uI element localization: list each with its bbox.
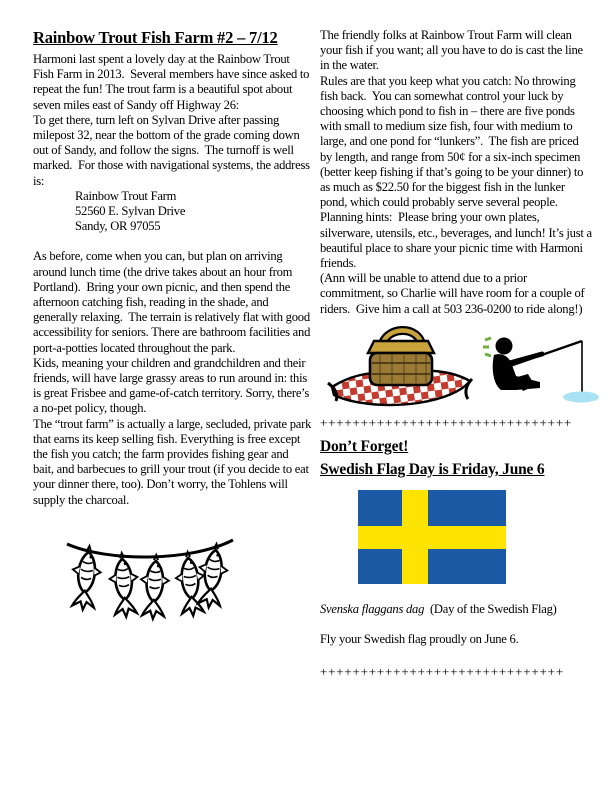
flag-day-heading: Swedish Flag Day is Friday, June 6 <box>320 460 545 478</box>
picnic-basket-clipart <box>326 321 476 413</box>
paragraph-directions: To get there, turn left on Sylvan Drive after passing milepost 32, near the bottom of the grade coming down out of Sandy, and follow the signs. The turnoff is well marked. For those with navigational systems, the address is: <box>33 112 313 188</box>
clipart-row <box>326 321 593 413</box>
address-block <box>33 189 312 235</box>
swedish-flag <box>358 490 506 584</box>
paragraph-ride-info: (Ann will be unable to attend due to a prior commitment, so Charlie will have room for a couple of riders. Give him a call at 503 236-0200 to ride along!) <box>320 271 588 316</box>
fisherman-icon <box>478 331 608 413</box>
plus-divider-top: +++++++++++++++++++++++++++++++ <box>320 414 573 430</box>
address-line-street: 52560 E. Sylvan Drive <box>75 204 186 219</box>
flag-caption <box>320 602 593 617</box>
address-line-name: Rainbow Trout Farm <box>75 188 177 203</box>
flag-yellow-horizontal-band <box>358 526 506 549</box>
dont-forget-block <box>320 435 593 481</box>
article-title: Rainbow Trout Fish Farm #2 – 7/12 <box>33 28 278 47</box>
paragraph-intro: Harmoni last spent a lovely day at the Rainbow Trout Fish Farm in 2013. Several members have since asked to repeat the fun! The trout farm is a beautiful spot about seven miles east of Sandy off Highway 26: <box>33 52 313 112</box>
flag-note: Fly your Swedish flag proudly on June 6. <box>320 632 519 647</box>
fish-on-line-icon <box>63 532 239 628</box>
paragraph-planning-hints: Planning hints: Please bring your own plates, silverware, utensils, etc., beverages, and lunch! It’s just a beautiful place to share your picnic time with Harmoni friends. <box>320 210 595 271</box>
flag-caption-english: (Day of the Swedish Flag) <box>424 601 557 616</box>
address-line-city: Sandy, OR 97055 <box>75 219 161 234</box>
fish-on-line-clipart <box>63 532 239 628</box>
plus-divider-bottom: ++++++++++++++++++++++++++++++ <box>320 664 564 680</box>
paragraph-clean-fish: The friendly folks at Rainbow Trout Farm will clean your fish if you want; all you have to do is cast the line in the water. <box>320 28 586 73</box>
right-column <box>320 28 593 679</box>
paragraph-plan: As before, come when you can, but plan on arriving around lunch time (the drive takes about an hour from Portland). Bring your own picnic, and then spend the afternoon catching fish, reading in the shade, and generally relaxing. The terrain is relatively flat with good accessibility for seniors. There are bathroom facilities and port-a-potties located throughout the park. <box>33 249 314 355</box>
left-column <box>33 28 315 628</box>
paragraph-farm-info: The “trout farm” is actually a large, secluded, private park that earns its keep selling fish. Everything is free except the fish you catch; the farm provides fishing gear and bait, and barbecues to grill your trout (if you decide to eat your dinner there, too). Don’t worry, the Tohlens will supply the charcoal. <box>33 416 315 507</box>
paragraph-rules: Rules are that you keep what you catch: No throwing fish back. You can somewhat control your luck by choosing which pond to fish in – there are five ponds with small to medium size fish, four with medium to large, and one pond for “lunkers”. The fish are priced by length, and range from 50¢ for a six-inch specimen (better keep fishing if that’s going to be your dinner) to as much as $22.50 for the biggest fish in the lunker pond, which could probably serve several people. <box>320 73 587 210</box>
picnic-basket-icon <box>326 321 476 413</box>
paragraph-kids: Kids, meaning your children and grandchildren and their friends, will have large grassy areas to run around in: this is great Frisbee and game-of-catch territory. Sorry, there’s a no-pet policy, though. <box>33 355 312 416</box>
dont-forget-heading: Don’t Forget! <box>320 437 409 455</box>
flag-caption-swedish: Svenska flaggans dag <box>320 601 425 616</box>
fisherman-clipart <box>478 331 608 413</box>
